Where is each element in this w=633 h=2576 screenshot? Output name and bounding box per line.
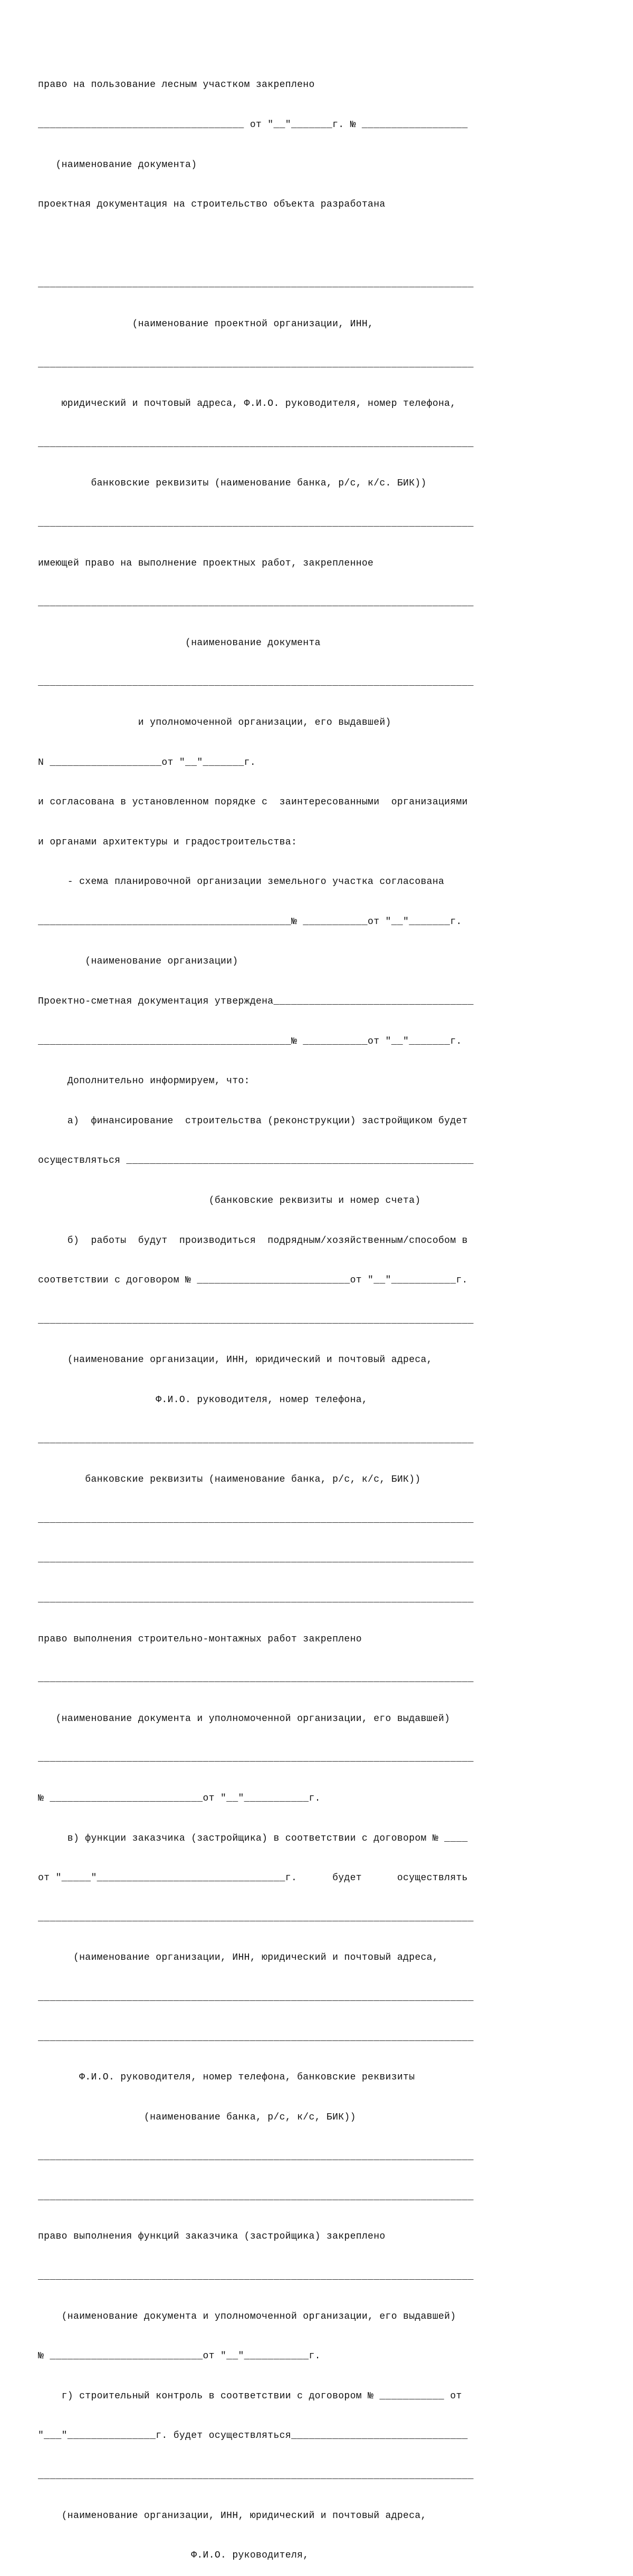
form-line: "___"_______________г. будет осуществляться______________________________: [38, 2431, 468, 2442]
form-line: __________________________________________________________________________: [38, 677, 474, 688]
form-line: __________________________________________________________________________: [38, 1514, 474, 1525]
form-line: - схема планировочной организации земельного участка согласована: [38, 877, 445, 888]
form-line: и уполномоченной организации, его выдавшей): [38, 717, 391, 728]
form-line: ___________________________________________№ ___________от "__"_______г.: [38, 916, 462, 927]
form-line: а) финансирование строительства (реконструкции) застройщиком будет: [38, 1115, 468, 1126]
form-line: № __________________________от "__"___________г.: [38, 2351, 321, 2362]
form-line: банковские реквизиты (наименование банка, р/с, к/с. БИК)): [38, 478, 427, 489]
form-line: от "_____"________________________________г. будет осуществлять: [38, 1873, 468, 1884]
form-line: соответствии с договором № __________________________от "__"___________г.: [38, 1275, 468, 1286]
form-line: (наименование банка, р/с, к/с, БИК)): [38, 2112, 356, 2123]
form-line: __________________________________________________________________________: [38, 358, 474, 370]
form-line: (наименование документа и уполномоченной организации, его выдавшей): [38, 2311, 456, 2322]
form-line: __________________________________________________________________________: [38, 2191, 474, 2202]
form-line: __________________________________________________________________________: [38, 1554, 474, 1565]
form-line: имеющей право на выполнение проектных работ, закрепленное: [38, 558, 374, 569]
form-line: __________________________________________________________________________: [38, 1992, 474, 2003]
form-line: __________________________________________________________________________: [38, 1753, 474, 1764]
form-line: (наименование организации, ИНН, юридический и почтовый адреса,: [38, 1355, 433, 1366]
form-line: __________________________________________________________________________: [38, 598, 474, 609]
form-line: __________________________________________________________________________: [38, 2152, 474, 2163]
form-line: __________________________________________________________________________: [38, 1593, 474, 1605]
form-line: право выполнения строительно-монтажных работ закреплено: [38, 1634, 362, 1645]
form-line: [38, 238, 474, 251]
form-line: (наименование организации, ИНН, юридический и почтовый адреса,: [38, 1952, 438, 1963]
form-line: (наименование документа и уполномоченной организации, его выдавшей): [38, 1713, 450, 1724]
form-line: банковские реквизиты (наименование банка, р/с, к/с, БИК)): [38, 1474, 421, 1485]
form-line: Ф.И.О. руководителя, номер телефона, банковские реквизиты: [38, 2072, 415, 2083]
form-line: Ф.И.О. руководителя,: [38, 2550, 309, 2561]
form-line: __________________________________________________________________________: [38, 2471, 474, 2482]
form-line: (банковские реквизиты и номер счета): [38, 1195, 421, 1207]
form-line: № __________________________от "__"___________г.: [38, 1793, 321, 1804]
form-line: __________________________________________________________________________: [38, 438, 474, 449]
form-line: __________________________________________________________________________: [38, 1674, 474, 1685]
form-line: б) работы будут производиться подрядным/хозяйственным/способом в: [38, 1235, 468, 1246]
form-line: Дополнительно информируем, что:: [38, 1076, 250, 1087]
form-line: __________________________________________________________________________: [38, 1434, 474, 1445]
form-line: ___________________________________________№ ___________от "__"_______г.: [38, 1036, 462, 1047]
form-line: __________________________________________________________________________: [38, 2271, 474, 2282]
form-line: __________________________________________________________________________: [38, 518, 474, 529]
form-line: (наименование организации, ИНН, юридический и почтовый адреса,: [38, 2510, 427, 2521]
form-line: (наименование проектной организации, ИНН,: [38, 318, 374, 329]
form-line: Проектно-сметная документация утверждена__________________________________: [38, 996, 474, 1007]
form-line: и согласована в установленном порядке с заинтересованными организациями: [38, 797, 468, 808]
form-line: юридический и почтовый адреса, Ф.И.О. руководителя, номер телефона,: [38, 398, 456, 410]
form-line: проектная документация на строительство объекта разработана: [38, 199, 386, 210]
form-line: __________________________________________________________________________: [38, 279, 474, 290]
form-line: ___________________________________ от "__"_______г. № __________________: [38, 120, 468, 130]
form-line: право на пользование лесным участком закреплено: [38, 80, 315, 91]
form-line: (наименование организации): [38, 956, 238, 967]
form-line: право выполнения функций заказчика (застройщика) закреплено: [38, 2231, 386, 2242]
form-line: г) строительный контроль в соответствии с договором № ___________ от: [38, 2390, 462, 2402]
form-line: в) функции заказчика (застройщика) в соответствии с договором № ____: [38, 1833, 468, 1844]
form-line: Ф.И.О. руководителя, номер телефона,: [38, 1395, 368, 1405]
form-line: (наименование документа): [38, 159, 197, 170]
form-line: __________________________________________________________________________: [38, 2032, 474, 2043]
form-line: __________________________________________________________________________: [38, 1315, 474, 1326]
form-line: осуществляться ___________________________________________________________: [38, 1155, 474, 1167]
form-line: (наименование документа: [38, 637, 321, 648]
form-line: __________________________________________________________________________: [38, 1912, 474, 1923]
form-line: и органами архитектуры и градостроительства:: [38, 837, 298, 848]
form-line: N ___________________от "__"_______г.: [38, 757, 256, 768]
form-text: [38, 52, 474, 2576]
